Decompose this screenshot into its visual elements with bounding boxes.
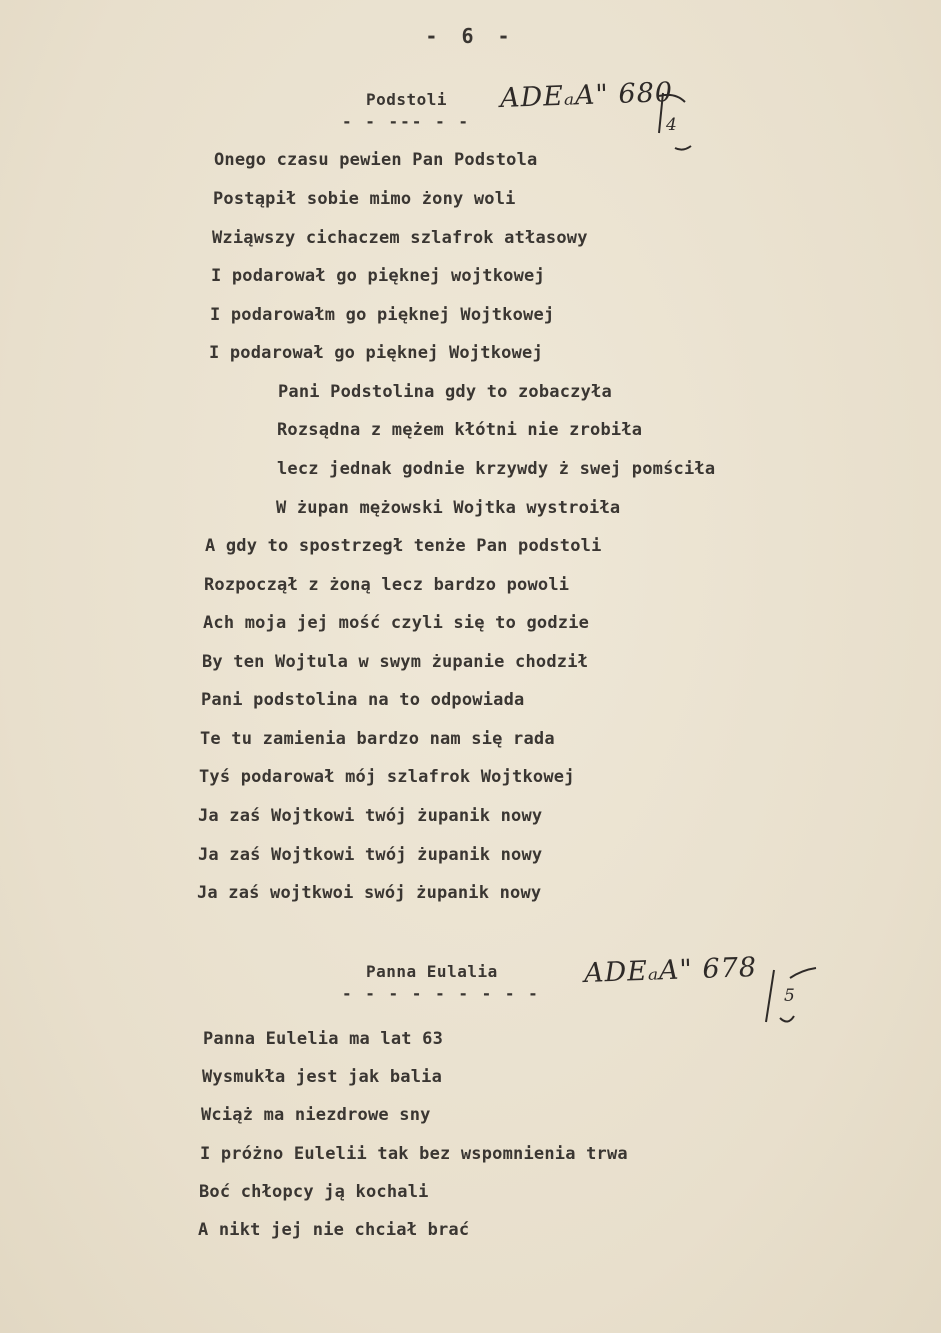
poem-line: Ja zaś Wojtkowi twój żupanik nowy	[198, 806, 543, 826]
poem-line: W żupan mężowski Wojtka wystroiła	[276, 498, 621, 518]
poem-line: Ja zaś wojtkwoi swój żupanik nowy	[197, 883, 542, 903]
poem-line: Boć chłopcy ją kochali	[199, 1182, 429, 1202]
archive-signature-handwritten: ADEₐA" 680	[499, 76, 674, 115]
poem-line: Onego czasu pewien Pan Podstola	[214, 150, 538, 170]
poem-line: A nikt jej nie chciał brać	[198, 1220, 470, 1240]
poem-line: I podarował go pięknej Wojtkowej	[209, 343, 543, 363]
poem-line: I podarował go pięknej wojtkowej	[211, 266, 545, 286]
title-underline: - - --- - -	[342, 112, 470, 131]
poem-line: lecz jednak godnie krzywdy ż swej pomściła	[277, 459, 716, 479]
poem-line: Wziąwszy cichaczem szlafrok atłasowy	[212, 228, 588, 248]
poem-line: I próżno Eulelii tak bez wspomnienia trwa	[200, 1144, 628, 1164]
title-underline: - - - - - - - - -	[342, 984, 540, 1003]
poem-line: By ten Wojtula w swym żupanie chodził	[202, 652, 589, 672]
poem-line: Ach moja jej mość czyli się to godzie	[203, 613, 590, 633]
poem-line: Rozpoczął z żoną lecz bardzo powoli	[204, 575, 570, 595]
page-number: - 6 -	[425, 24, 516, 48]
archive-fraction-handwritten: 4	[666, 115, 677, 135]
section-title-podstoli: Podstoli	[366, 90, 448, 109]
poem-line: Postąpił sobie mimo żony woli	[213, 189, 516, 209]
poem-line: I podarowałm go pięknej Wojtkowej	[210, 305, 555, 325]
poem-line: Pani podstolina na to odpowiada	[201, 690, 525, 710]
poem-line: Ja zaś Wojtkowi twój żupanik nowy	[198, 845, 543, 865]
poem-line: A gdy to spostrzegł tenże Pan podstoli	[205, 536, 602, 556]
poem-line: Rozsądna z mężem kłótni nie zrobiła	[277, 420, 643, 440]
poem-line: Wciąż ma niezdrowe sny	[201, 1105, 431, 1125]
poem-line: Tyś podarował mój szlafrok Wojtkowej	[199, 767, 575, 787]
archive-fraction-handwritten: 5	[784, 986, 795, 1006]
section-title-panna-eulalia: Panna Eulalia	[366, 962, 498, 981]
archive-signature-handwritten: ADEₐA" 678	[583, 951, 758, 990]
poem-line: Te tu zamienia bardzo nam się rada	[200, 729, 555, 749]
poem-line: Panna Eulelia ma lat 63	[203, 1029, 444, 1049]
poem-line: Wysmukła jest jak balia	[202, 1067, 443, 1087]
poem-line: Pani Podstolina gdy to zobaczyła	[278, 382, 612, 402]
